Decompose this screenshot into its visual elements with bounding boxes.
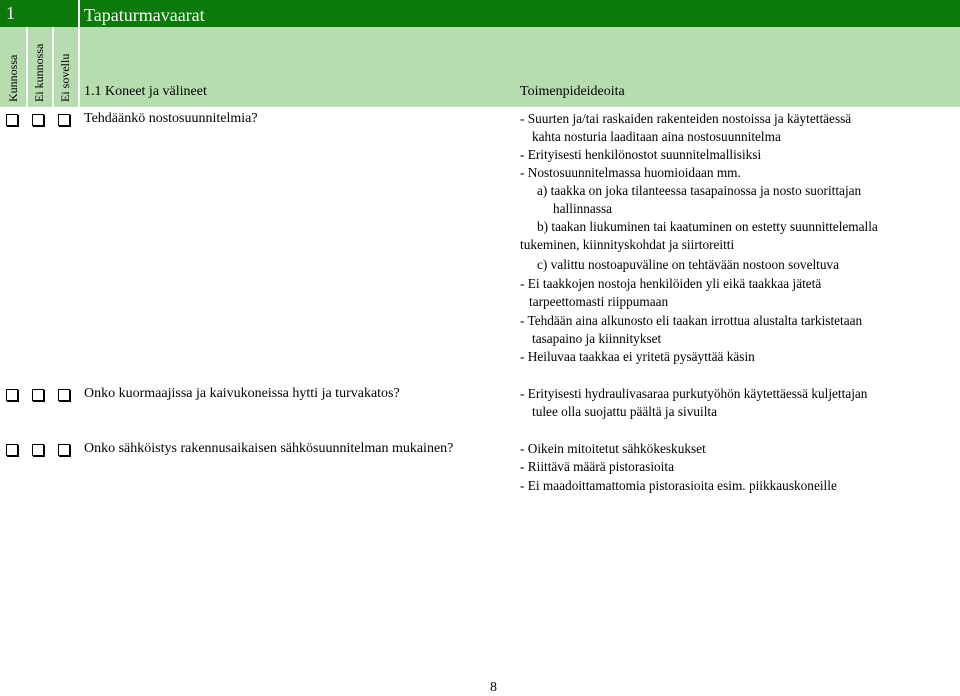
subsection-title: 1.1 Koneet ja välineet [84,84,207,99]
checkbox-ok[interactable] [6,114,18,126]
column-divider [78,27,80,107]
measure-line: hallinnassa [553,201,613,216]
measures-heading: Toimenpideideoita [520,84,625,99]
measure-line: tukeminen, kiinnityskohdat ja siirtoreitti [520,237,735,252]
measure-line: - Suurten ja/tai raskaiden rakenteiden nostoissa ja käytettäessä [520,111,852,126]
column-divider [52,27,54,107]
page-number: 8 [490,680,497,695]
measure-line: - Erityisesti henkilönostot suunnitelmallisiksi [520,147,762,162]
measure-line: a) taakka on joka tilanteessa tasapainossa ja nosto suorittajan [537,183,862,198]
measure-line: - Ei maadoittamattomia pistorasioita esim. piikkauskoneille [520,478,837,493]
checkbox-ok[interactable] [6,444,18,456]
measure-line: - Riittävä määrä pistorasioita [520,459,674,474]
measure-line: - Heiluvaa taakkaa ei yritetä pysäyttää käsin [520,349,755,364]
measure-line: - Nostosuunnitelmassa huomioidaan mm. [520,165,741,180]
column-divider [26,27,28,107]
measure-line: - Erityisesti hydraulivasaraa purkutyöhön käytettäessä kuljettajan [520,386,868,401]
measure-line: - Tehdään aina alkunosto eli taakan irrottua alustalta tarkistetaan [520,313,863,328]
checkbox-na[interactable] [58,389,70,401]
measure-line: tarpeettomasti riippumaan [529,294,669,309]
section-number: 1 [6,3,15,23]
measure-line: tulee olla suojattu päältä ja sivuilta [532,404,717,419]
header-divider [78,0,80,27]
col-label-not-ok: Ei kunnossa [32,43,46,102]
question-text: Tehdäänkö nostosuunnitelmia? [84,111,258,126]
checkbox-ok[interactable] [6,389,18,401]
measure-line: b) taakan liukuminen tai kaatuminen on estetty suunnittelemalla [537,219,878,234]
col-label-na: Ei sovellu [58,53,72,102]
measure-line: c) valittu nostoapuväline on tehtävään nostoon soveltuva [537,257,840,272]
checkbox-not-ok[interactable] [32,444,44,456]
checkbox-na[interactable] [58,444,70,456]
section-title: Tapaturmavaarat [84,5,205,25]
col-label-ok: Kunnossa [6,54,20,102]
measure-line: tasapaino ja kiinnitykset [532,331,662,346]
question-text: Onko kuormaajissa ja kaivukoneissa hytti ja turvakatos? [84,386,400,401]
measure-line: - Ei taakkojen nostoja henkilöiden yli eikä taakkaa jätetä [520,276,822,291]
checkbox-not-ok[interactable] [32,114,44,126]
question-text: Onko sähköistys rakennusaikaisen sähkösuunnitelman mukainen? [84,441,454,456]
checkbox-not-ok[interactable] [32,389,44,401]
measure-line: - Oikein mitoitetut sähkökeskukset [520,441,706,456]
checkbox-na[interactable] [58,114,70,126]
measure-line: kahta nosturia laaditaan aina nostosuunnitelma [532,129,781,144]
